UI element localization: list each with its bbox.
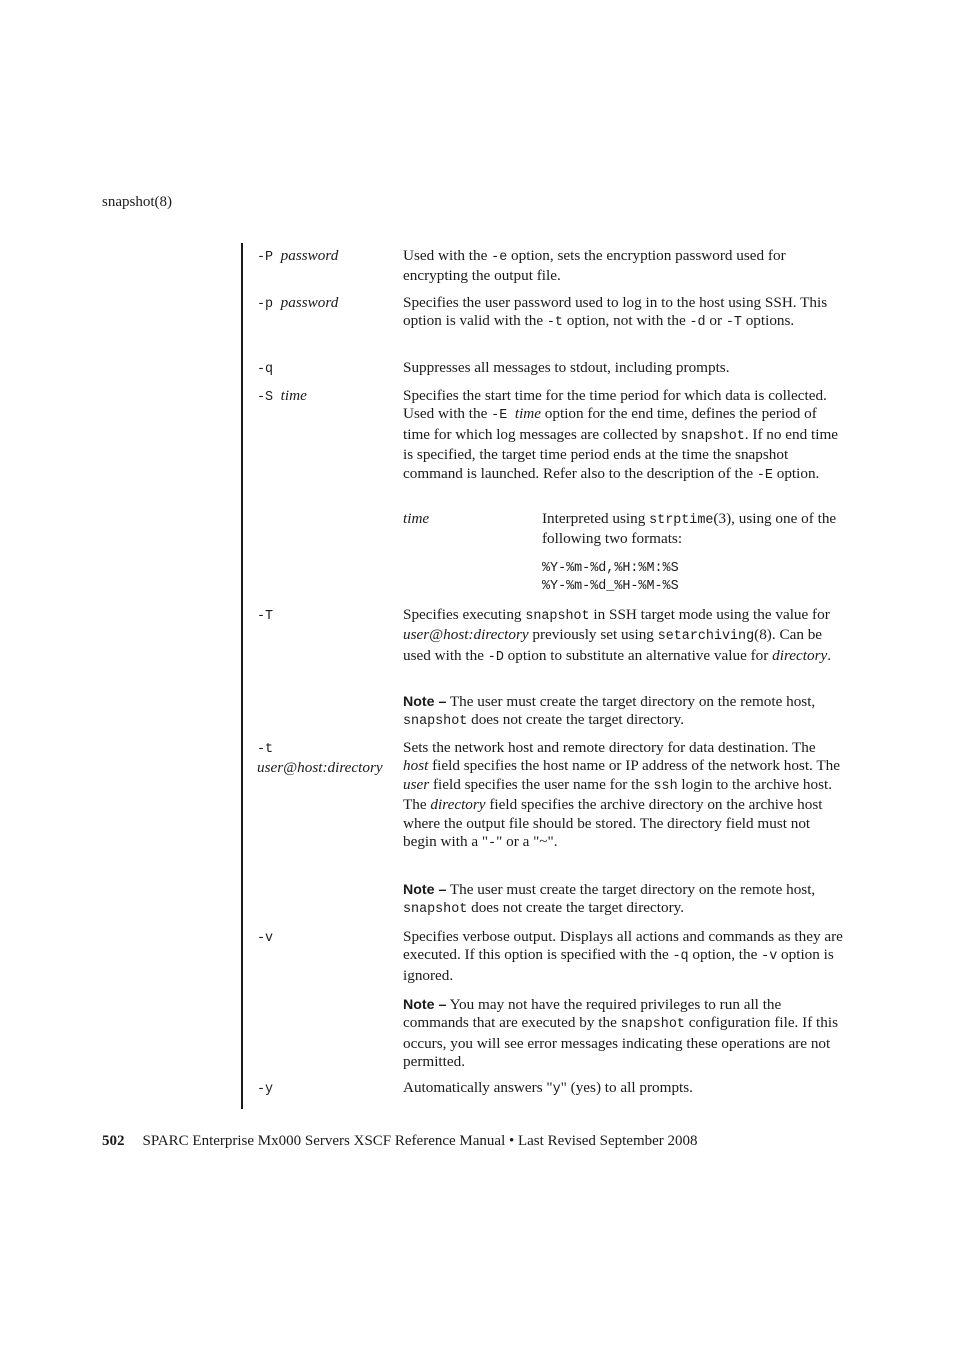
option-S-description: Specifies the start time for the time period for which data is collected. Used with the -E time option for the end time, defines the period of time for which log messages are collected by snapshot. If no end time is specified, the target time period ends at the time the snapshot command is launched. Refer also to the description of the -E option. [403,387,839,483]
page-footer [102,1133,698,1150]
option-t-term: -t user@host:directory [257,742,383,777]
footer-title: SPARC Enterprise Mx000 Servers XSCF Reference Manual • Last Revised September 2008 [142,1133,698,1149]
time-subterm: time [403,510,430,527]
option-y-term: -y [257,1082,274,1097]
option-P-description: Used with the -e option, sets the encryption password used for encrypting the output file. [403,247,786,285]
page-number: 502 [102,1133,125,1149]
option-v-description: Specifies verbose output. Displays all actions and commands as they are executed. If this option is specified with the -q option, the -v option is ignored. [403,928,843,984]
option-t-description: Sets the network host and remote directory for data destination. The host field specifies the host name or IP address of the network host. The user field specifies the user name for the ssh login to the archive host. The directory field specifies the archive directory on the archive host where the output file should be stored. The directory field must not begin with a "-" or a "~". [403,739,840,852]
option-v-note: Note – You may not have the required privileges to run all the commands that are executed by the snapshot configuration file. If this occurs, you will see error messages indicating these operations are not permitted. [403,996,839,1071]
time-subterm-description: Interpreted using strptime(3), using one of the following two formats: [542,510,837,548]
option-t-note: Note – The user must create the target directory on the remote host, snapshot does not create the target directory. [403,881,816,918]
change-bar [241,243,243,1109]
option-y-description: Automatically answers "y" (yes) to all prompts. [403,1079,693,1097]
option-q-term: -q [257,362,274,377]
running-header: snapshot(8) [102,194,172,210]
time-format-1: %Y-%m-%d,%H:%M:%S [542,561,679,576]
option-T-term: -T [257,609,274,624]
option-P-term: -P password [257,247,339,265]
option-T-description: Specifies executing snapshot in SSH target mode using the value for user@host:directory previously set using setarchiving(8). Can be used with the -D option to substitute an alternative value for directory. [403,606,832,665]
option-q-description: Suppresses all messages to stdout, including prompts. [403,359,730,376]
time-format-2: %Y-%m-%d_%H-%M-%S [542,579,679,594]
option-S-term: -S time [257,387,307,405]
option-T-note: Note – The user must create the target directory on the remote host, snapshot does not create the target directory. [403,693,816,730]
option-p-description: Specifies the user password used to log in to the host using SSH. This option is valid with the -t option, not with the -d or -T options. [403,294,828,331]
option-v-term: -v [257,931,274,946]
option-p-term: -p password [257,294,339,312]
